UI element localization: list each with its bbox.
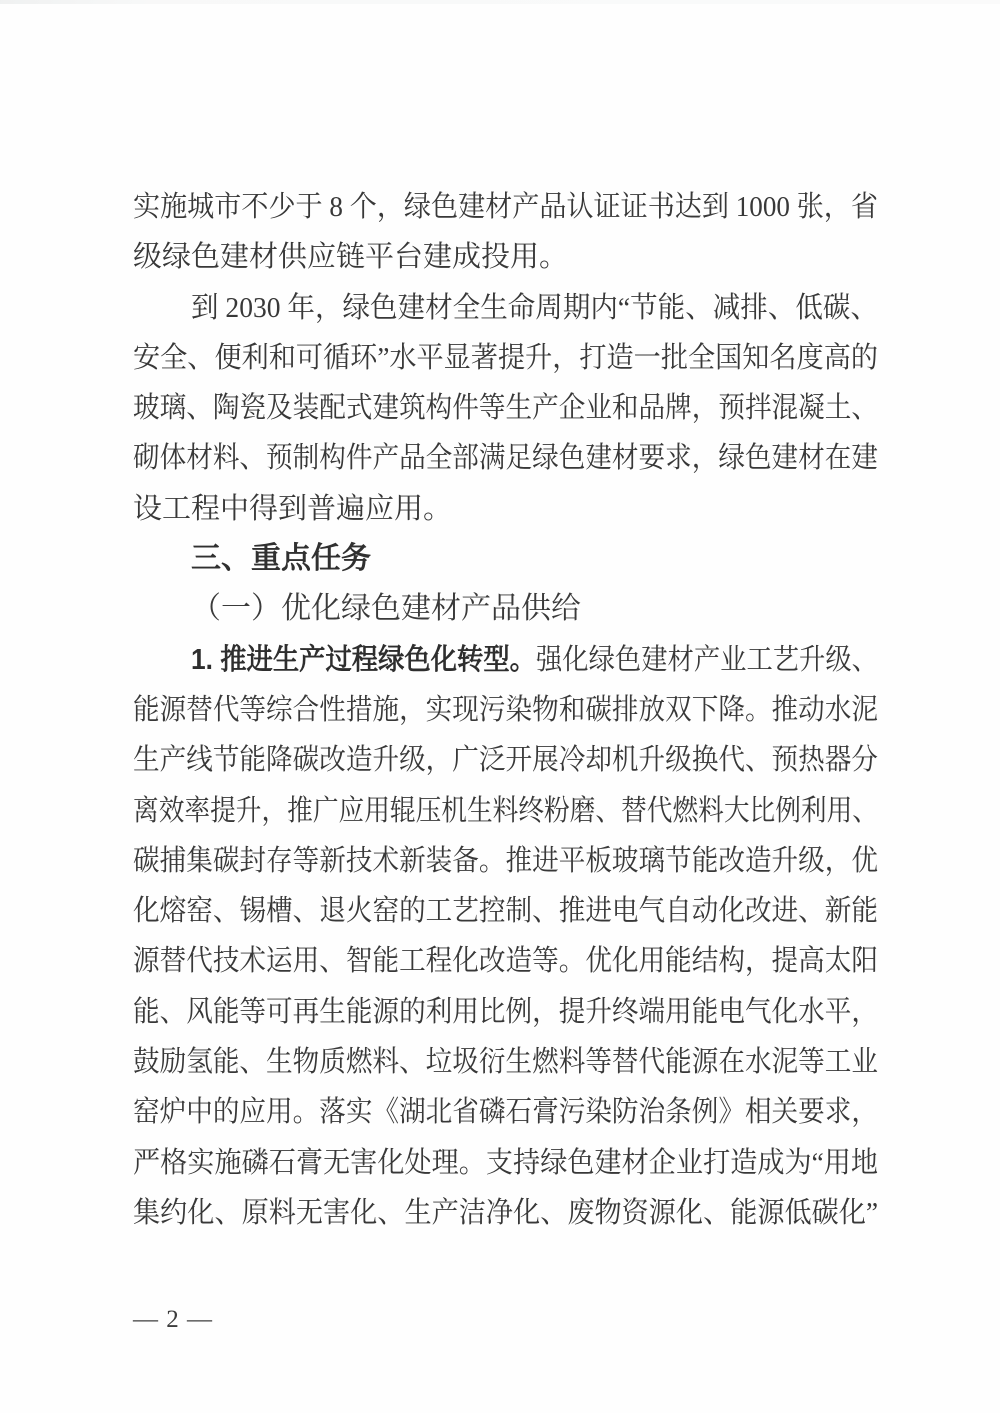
body-line: 设工程中得到普遍应用。	[133, 492, 453, 525]
page-number-label: — 2 —	[133, 1306, 213, 1333]
page-number	[133, 1305, 213, 1335]
heading-line: 三、重点任务	[191, 542, 371, 576]
body-line: 玻璃、陶瓷及装配式建筑构件等生产企业和品牌，预拌混凝土、	[133, 392, 878, 425]
body-line: 生产线节能降碳改造升级，广泛开展冷却机升级换代、预热器分	[133, 744, 878, 777]
body-line: 安全、便利和可循环”水平显著提升，打造一批全国知名度高的	[133, 341, 878, 374]
scan-top-edge	[0, 0, 1000, 4]
body-line: 1. 推进生产过程绿色化转型。强化绿色建材产业工艺升级、	[191, 643, 878, 676]
body-line: 严格实施磷石膏无害化处理。支持绿色建材企业打造成为“用地	[133, 1146, 878, 1179]
body-line: 级绿色建材供应链平台建成投用。	[133, 241, 569, 274]
body-line: 能、风能等可再生能源的利用比例，提升终端用能电气化水平，	[133, 995, 878, 1028]
body-line: 化熔窑、锡槽、退火窑的工艺控制、推进电气自动化改进、新能	[133, 895, 878, 928]
body-line: 实施城市不少于 8 个，绿色建材产品认证证书达到 1000 张，省	[133, 191, 878, 223]
body-line: 源替代技术运用、智能工程化改造等。优化用能结构，提高太阳	[133, 945, 878, 978]
body-line: 砌体材料、预制构件产品全部满足绿色建材要求，绿色建材在建	[133, 442, 878, 475]
body-line: 离效率提升，推广应用辊压机生料终粉磨、替代燃料大比例利用、	[133, 794, 878, 827]
body-line: 到 2030 年，绿色建材全生命周期内“节能、减排、低碳、	[191, 291, 878, 324]
body-line: 窑炉中的应用。落实《湖北省磷石膏污染防治条例》相关要求，	[133, 1096, 878, 1129]
body-line: 鼓励氢能、生物质燃料、垃圾衍生燃料等替代能源在水泥等工业	[133, 1046, 878, 1079]
bold-lead-text: 1. 推进生产过程绿色化转型。	[191, 643, 536, 676]
body-line: 碳捕集碳封存等新技术新装备。推进平板玻璃节能改造升级，优	[133, 844, 878, 877]
document-body	[133, 182, 878, 1238]
body-line: 集约化、原料无害化、生产洁净化、废物资源化、能源低碳化”	[133, 1196, 878, 1229]
subheading-line: （一）优化绿色建材产品供给	[191, 592, 581, 626]
body-line: 能源替代等综合性措施，实现污染物和碳排放双下降。推动水泥	[133, 693, 878, 726]
